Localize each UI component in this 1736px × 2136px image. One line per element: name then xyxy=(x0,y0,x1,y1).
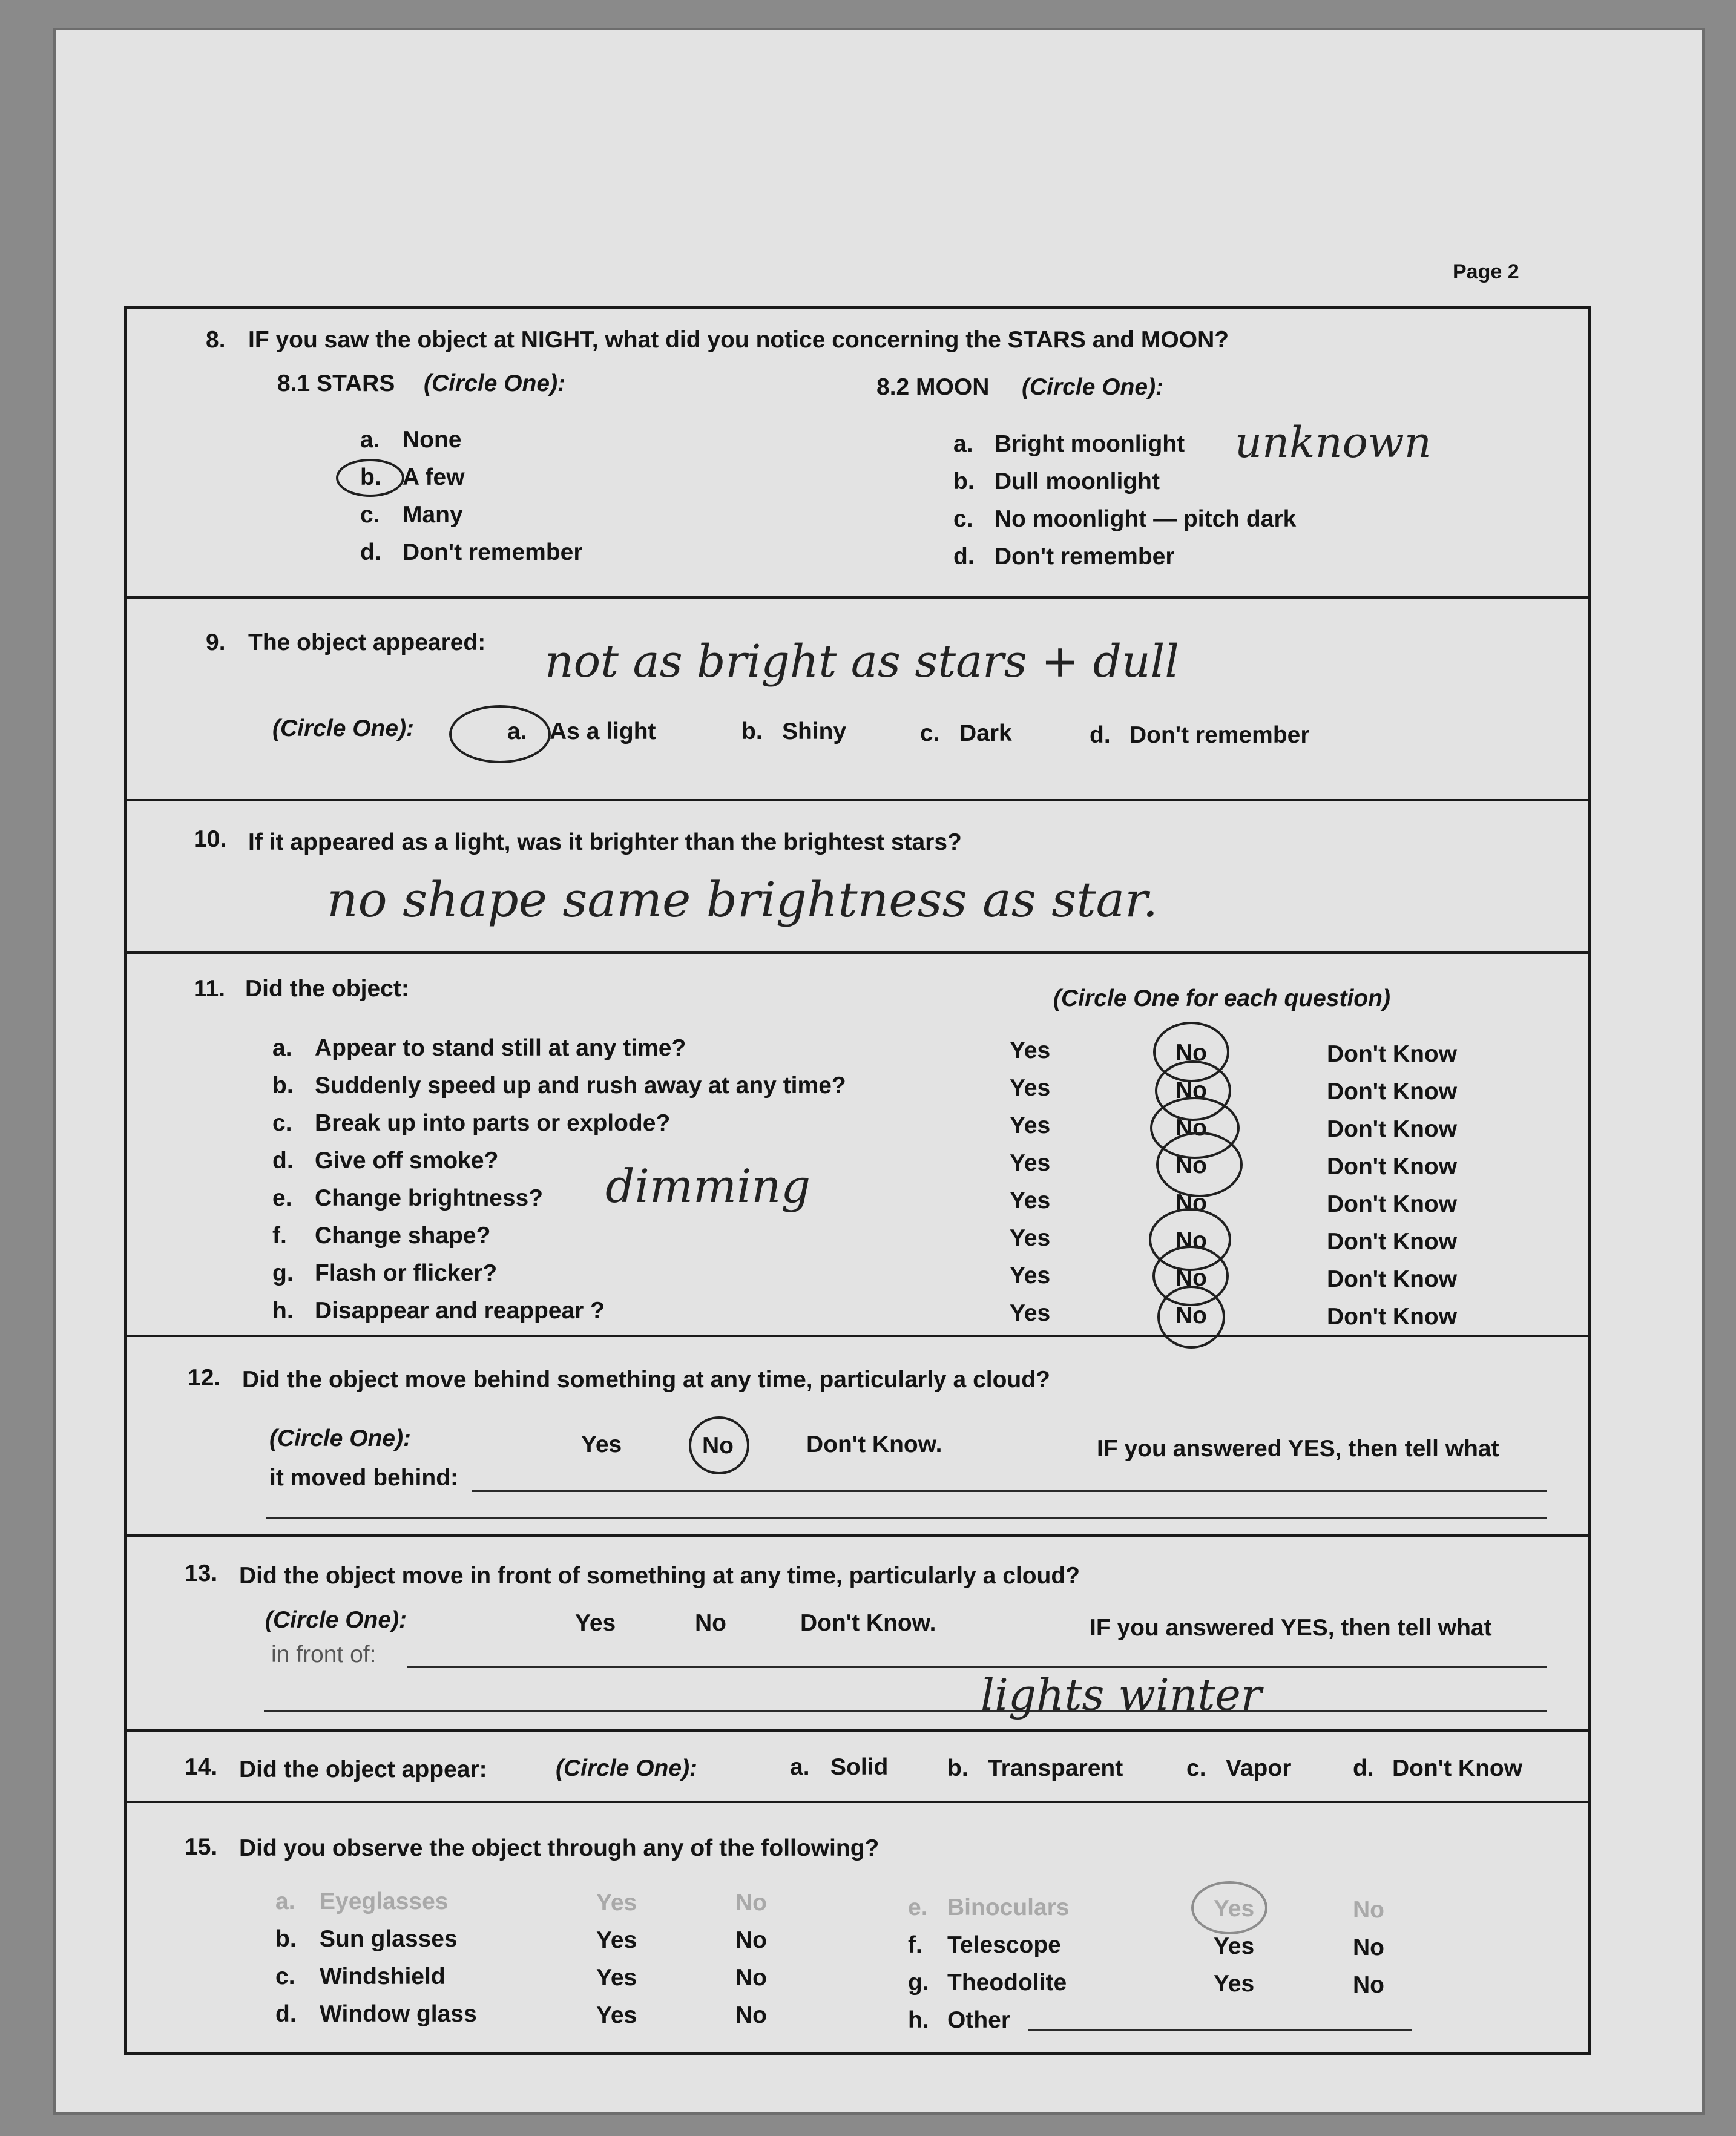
q11-item-g: Flash or flicker? xyxy=(315,1260,498,1286)
divider-q15 xyxy=(124,1801,1591,1803)
q8-moon-option-a: Bright moonlight xyxy=(995,431,1185,457)
q9-option-b: Shiny xyxy=(782,718,847,744)
q13-handwritten-answer: lights winter xyxy=(981,1669,1262,1720)
q15-item-f: Telescope xyxy=(947,1932,1061,1958)
q11-item-f: Change shape? xyxy=(315,1223,491,1249)
q11-a-no: No xyxy=(1175,1040,1207,1066)
q15-item-c: Windshield xyxy=(320,1963,446,1990)
q9-instruction: (Circle One): xyxy=(272,715,415,741)
q14-instruction: (Circle One): xyxy=(556,1755,698,1781)
q15-item-b-yes: Yes xyxy=(596,1927,637,1953)
q8-stars-instruction: (Circle One): xyxy=(424,370,566,396)
q14-option-d-letter: d. xyxy=(1353,1755,1374,1781)
form-frame xyxy=(124,306,1591,2055)
q14-option-a: Solid xyxy=(830,1754,889,1780)
q15-item-e-letter: e. xyxy=(908,1894,928,1921)
q11-h-dont-know: Don't Know xyxy=(1327,1304,1458,1330)
q15-item-d: Window glass xyxy=(320,2001,477,2027)
q12-dont-know: Don't Know. xyxy=(806,1431,942,1457)
q15-item-a-yes: Yes xyxy=(596,1890,637,1916)
q14-option-c-letter: c. xyxy=(1186,1755,1206,1781)
q11-a-yes: Yes xyxy=(1010,1037,1051,1063)
q8-stars-option-a: None xyxy=(403,427,462,453)
q11-g-dont-know: Don't Know xyxy=(1327,1266,1458,1292)
q15-item-b-no: No xyxy=(735,1927,767,1953)
q15-item-f-letter: f. xyxy=(908,1932,922,1958)
q15-item-c-no: No xyxy=(735,1965,767,1991)
q11-d-circle-mark xyxy=(1156,1132,1243,1197)
q14-option-d: Don't Know xyxy=(1392,1755,1523,1781)
q14-text: Did the object appear: xyxy=(239,1756,487,1783)
divider-q13 xyxy=(124,1534,1591,1537)
q13-answer-line-2 xyxy=(264,1710,1547,1712)
divider-q12 xyxy=(124,1335,1591,1337)
q13-dont-know: Don't Know. xyxy=(800,1610,936,1636)
q11-h-yes: Yes xyxy=(1010,1300,1051,1326)
q14-option-b-letter: b. xyxy=(947,1755,968,1781)
q12-answer-line-1 xyxy=(472,1490,1547,1492)
q11-text: Did the object: xyxy=(245,976,409,1002)
q12-text: Did the object move behind something at any time, particularly a cloud? xyxy=(242,1367,1050,1393)
q15-item-a: Eyeglasses xyxy=(320,1888,449,1914)
q15-item-b: Sun glasses xyxy=(320,1926,458,1952)
q13-answer-line-1 xyxy=(407,1666,1547,1668)
q8-number: 8. xyxy=(206,327,226,353)
q13-yes: Yes xyxy=(575,1610,616,1636)
q11-item-a: Appear to stand still at any time? xyxy=(315,1035,686,1061)
divider-q10 xyxy=(124,799,1591,801)
q15-item-e-yes: Yes xyxy=(1214,1896,1255,1922)
q8-stars-label: 8.1 STARS xyxy=(277,370,395,396)
q11-item-d: Give off smoke? xyxy=(315,1148,499,1174)
q13-instruction: (Circle One): xyxy=(265,1607,407,1633)
q11-h-no: No xyxy=(1175,1303,1207,1329)
q11-e-no: No xyxy=(1175,1190,1207,1216)
q15-item-g-no: No xyxy=(1353,1972,1384,1998)
q8-stars-option-b-letter: b. xyxy=(360,464,381,490)
q9-option-d: Don't remember xyxy=(1129,722,1310,748)
q12-circle-mark xyxy=(689,1416,749,1474)
q14-number: 14. xyxy=(185,1754,218,1780)
q15-item-h-letter: h. xyxy=(908,2007,929,2033)
q15-item-a-letter: a. xyxy=(275,1888,295,1914)
divider-q9 xyxy=(124,596,1591,599)
q11-item-c-letter: c. xyxy=(272,1110,292,1136)
q9-option-c-letter: c. xyxy=(920,720,940,746)
q15-item-b-letter: b. xyxy=(275,1926,297,1952)
q15-item-c-yes: Yes xyxy=(596,1965,637,1991)
q11-instruction: (Circle One for each question) xyxy=(1053,985,1390,1011)
q12-answer-line-2 xyxy=(266,1517,1547,1519)
q11-c-no: No xyxy=(1175,1115,1207,1141)
q15-item-d-no: No xyxy=(735,2002,767,2028)
q9-number: 9. xyxy=(206,629,226,656)
q11-number: 11. xyxy=(194,976,226,1002)
q15-item-g: Theodolite xyxy=(947,1970,1067,1996)
q11-item-c: Break up into parts or explode? xyxy=(315,1110,671,1136)
q11-handwritten-answer: dimming xyxy=(605,1159,810,1213)
q8-moon-instruction: (Circle One): xyxy=(1022,374,1164,400)
q15-item-f-yes: Yes xyxy=(1214,1933,1255,1959)
q14-option-b: Transparent xyxy=(988,1755,1123,1781)
q11-a-dont-know: Don't Know xyxy=(1327,1041,1458,1067)
q15-e-circle-mark xyxy=(1191,1881,1267,1934)
q15-item-d-yes: Yes xyxy=(596,2002,637,2028)
divider-q14 xyxy=(124,1729,1591,1732)
q11-item-b: Suddenly speed up and rush away at any time? xyxy=(315,1073,846,1099)
q12-if-yes: IF you answered YES, then tell what xyxy=(1097,1436,1499,1462)
q8-text: IF you saw the object at NIGHT, what did you notice concerning the STARS and MOON? xyxy=(248,327,1229,353)
q8-stars-circle-mark xyxy=(336,459,404,497)
q8-moon-option-d-letter: d. xyxy=(953,544,975,570)
q12-field-label: it moved behind: xyxy=(269,1465,458,1491)
q11-d-dont-know: Don't Know xyxy=(1327,1154,1458,1180)
q15-text: Did you observe the object through any of the following? xyxy=(239,1835,880,1861)
q9-text: The object appeared: xyxy=(248,629,486,656)
q9-option-a-letter: a. xyxy=(507,718,527,744)
page-label: Page 2 xyxy=(1453,260,1519,283)
q11-b-no: No xyxy=(1175,1077,1207,1103)
q11-e-yes: Yes xyxy=(1010,1188,1051,1214)
q10-number: 10. xyxy=(194,826,227,852)
q12-no: No xyxy=(702,1433,734,1459)
q15-item-h: Other xyxy=(947,2007,1011,2033)
q11-c-yes: Yes xyxy=(1010,1112,1051,1139)
q8-moon-option-c: No moonlight — pitch dark xyxy=(995,506,1297,532)
q13-text: Did the object move in front of something at any time, particularly a cloud? xyxy=(239,1563,1080,1589)
q8-stars-option-a-letter: a. xyxy=(360,427,380,453)
q11-item-e: Change brightness? xyxy=(315,1185,544,1211)
q11-item-h-letter: h. xyxy=(272,1298,294,1324)
q8-moon-option-b: Dull moonlight xyxy=(995,468,1160,495)
q12-number: 12. xyxy=(188,1365,221,1391)
q8-moon-label: 8.2 MOON xyxy=(876,374,990,400)
q11-f-no: No xyxy=(1175,1227,1207,1254)
q8-moon-option-b-letter: b. xyxy=(953,468,975,495)
q9-option-a: As a light xyxy=(550,718,656,744)
q11-item-b-letter: b. xyxy=(272,1073,294,1099)
q9-option-b-letter: b. xyxy=(741,718,763,744)
q8-stars-option-c: Many xyxy=(403,502,463,528)
q14-option-a-letter: a. xyxy=(790,1754,810,1780)
q11-e-dont-know: Don't Know xyxy=(1327,1191,1458,1217)
q15-item-e: Binoculars xyxy=(947,1894,1070,1921)
q8-moon-option-d: Don't remember xyxy=(995,544,1175,570)
q11-f-yes: Yes xyxy=(1010,1225,1051,1251)
q11-item-g-letter: g. xyxy=(272,1260,294,1286)
divider-q11 xyxy=(124,951,1591,954)
q15-other-answer-line xyxy=(1028,2029,1412,2031)
q13-if-yes: IF you answered YES, then tell what xyxy=(1090,1615,1492,1641)
q11-item-h: Disappear and reappear ? xyxy=(315,1298,605,1324)
q12-instruction: (Circle One): xyxy=(269,1425,412,1451)
q11-d-yes: Yes xyxy=(1010,1150,1051,1176)
q8-stars-option-c-letter: c. xyxy=(360,502,380,528)
q11-g-yes: Yes xyxy=(1010,1263,1051,1289)
q8-stars-option-d-letter: d. xyxy=(360,539,381,565)
q12-yes: Yes xyxy=(581,1431,622,1457)
q15-item-c-letter: c. xyxy=(275,1963,295,1990)
q10-text: If it appeared as a light, was it brighter than the brightest stars? xyxy=(248,829,962,855)
q15-item-d-letter: d. xyxy=(275,2001,297,2027)
q11-b-dont-know: Don't Know xyxy=(1327,1079,1458,1105)
q13-number: 13. xyxy=(185,1560,218,1586)
q11-item-f-letter: f. xyxy=(272,1223,287,1249)
q9-option-c: Dark xyxy=(959,720,1012,746)
q11-h-circle-mark xyxy=(1157,1286,1225,1349)
q9-handwritten-answer: not as bright as stars + dull xyxy=(545,636,1179,688)
q14-option-c: Vapor xyxy=(1226,1755,1292,1781)
q10-handwritten-answer: no shape same brightness as star. xyxy=(327,872,1159,928)
q11-d-no: No xyxy=(1175,1152,1207,1178)
q11-c-dont-know: Don't Know xyxy=(1327,1116,1458,1142)
q8-moon-option-c-letter: c. xyxy=(953,506,973,532)
q9-circle-mark xyxy=(449,705,551,763)
q8-moon-option-a-letter: a. xyxy=(953,431,973,457)
q15-item-g-letter: g. xyxy=(908,1970,929,1996)
q9-option-d-letter: d. xyxy=(1090,722,1111,748)
q11-item-e-letter: e. xyxy=(272,1185,292,1211)
q8-handwritten-answer: unknown xyxy=(1235,418,1432,467)
q13-field-label: in front of: xyxy=(271,1641,376,1668)
q13-no: No xyxy=(695,1610,726,1636)
q15-item-g-yes: Yes xyxy=(1214,1971,1255,1997)
q15-number: 15. xyxy=(185,1834,218,1860)
q15-item-e-no: No xyxy=(1353,1897,1384,1923)
q11-item-d-letter: d. xyxy=(272,1148,294,1174)
q11-f-dont-know: Don't Know xyxy=(1327,1229,1458,1255)
q11-g-no: No xyxy=(1175,1265,1207,1291)
q11-b-yes: Yes xyxy=(1010,1075,1051,1101)
q15-item-f-no: No xyxy=(1353,1934,1384,1960)
q11-item-a-letter: a. xyxy=(272,1035,292,1061)
q8-stars-option-d: Don't remember xyxy=(403,539,583,565)
q8-stars-option-b: A few xyxy=(403,464,465,490)
q15-item-a-no: No xyxy=(735,1890,767,1916)
